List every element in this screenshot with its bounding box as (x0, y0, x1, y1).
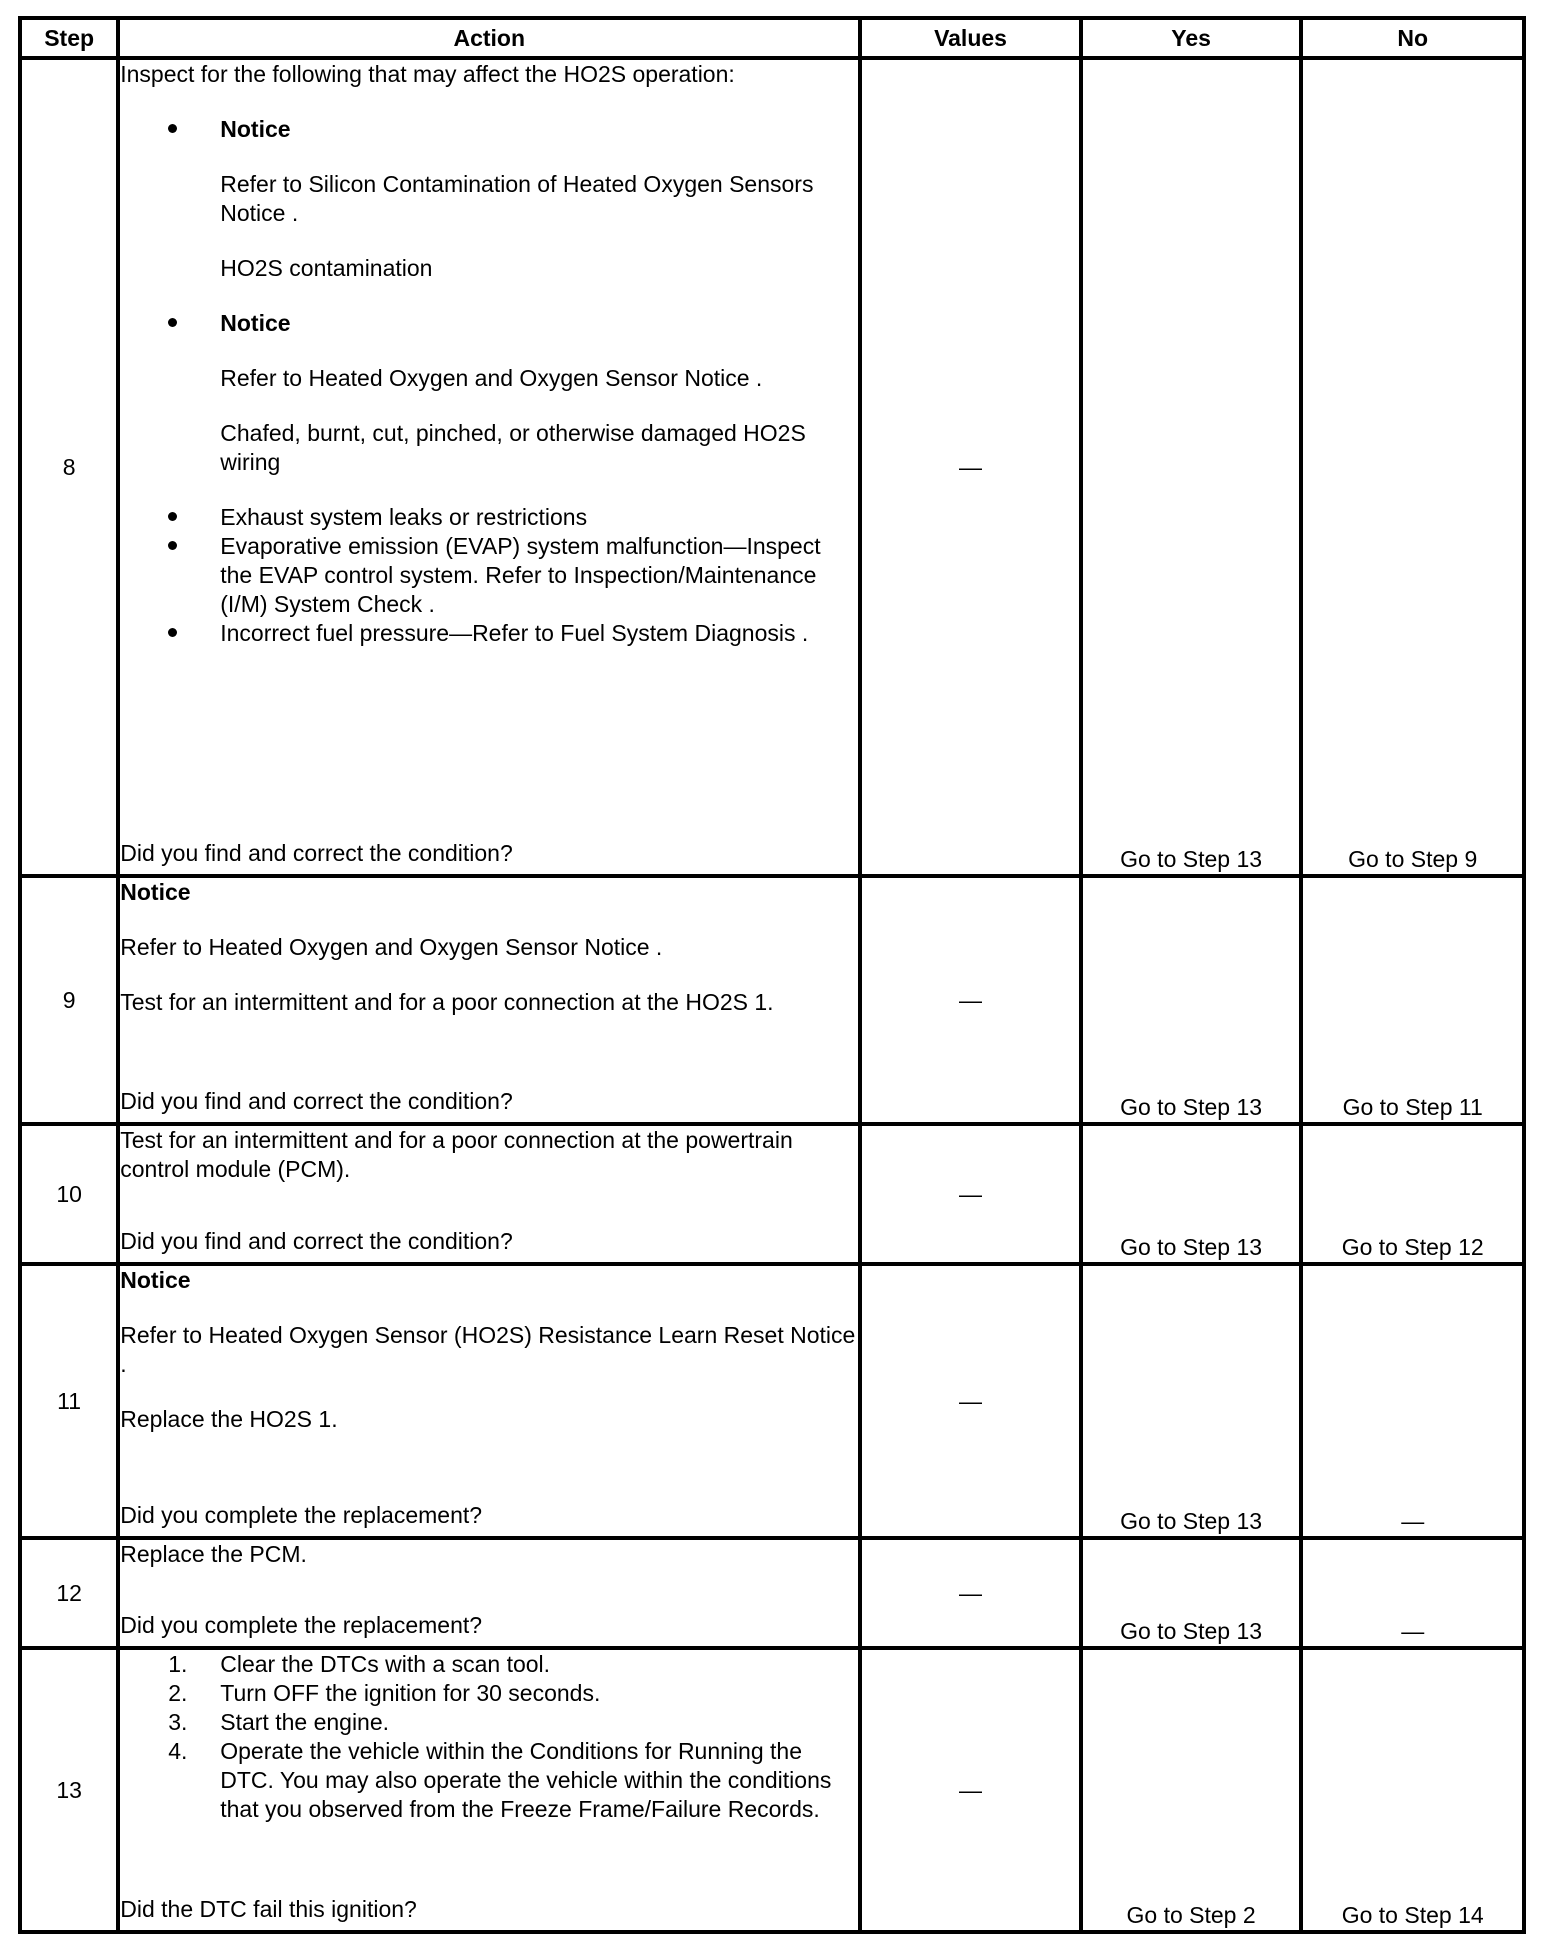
notice-label: Notice (220, 116, 291, 142)
step-number: 12 (20, 1538, 118, 1648)
values-cell: — (860, 876, 1081, 1124)
action-text: Test for an intermittent and for a poor connection at the HO2S 1. (120, 989, 774, 1015)
yes-link[interactable]: Go to Step 2 (1081, 1648, 1302, 1932)
bullet-icon (168, 124, 177, 133)
action-cell (118, 1124, 860, 1264)
action-question: Did the DTC fail this ignition? (120, 1896, 417, 1922)
list-item-number: 2. (168, 1680, 188, 1706)
notice-label: Notice (220, 310, 291, 336)
table-row-step-12 (20, 1538, 1524, 1648)
step-number: 11 (20, 1264, 118, 1538)
notice-label: Notice (120, 1267, 191, 1293)
values-cell: — (860, 58, 1081, 876)
list-item-text: HO2S contamination (220, 255, 433, 281)
notice-reference: Refer to Heated Oxygen and Oxygen Sensor Notice . (120, 934, 663, 960)
list-item-number: 1. (168, 1651, 188, 1677)
action-text: Replace the HO2S 1. (120, 1406, 338, 1432)
yes-link[interactable]: Go to Step 13 (1081, 876, 1302, 1124)
header-row (20, 18, 1524, 58)
list-item (120, 532, 858, 619)
list-item-text: Operate the vehicle within the Conditions for Running the DTC. You may also operate the vehicle within the conditions that you observed from the Freeze Frame/Failure Records. (220, 1738, 832, 1822)
header-action: Action (118, 18, 860, 58)
table-row-step-10 (20, 1124, 1524, 1264)
action-cell (118, 1538, 860, 1648)
yes-link[interactable]: Go to Step 13 (1081, 1124, 1302, 1264)
notice-reference: Refer to Silicon Contamination of Heated Oxygen Sensors Notice . (220, 171, 814, 226)
action-question: Did you find and correct the condition? (120, 1228, 513, 1254)
step-number: 9 (20, 876, 118, 1124)
action-text: Replace the PCM. (120, 1541, 307, 1567)
action-question: Did you find and correct the condition? (120, 840, 513, 866)
no-link[interactable]: Go to Step 14 (1301, 1648, 1524, 1932)
action-question: Did you complete the replacement? (120, 1612, 483, 1638)
step-number: 13 (20, 1648, 118, 1932)
table-row-step-11 (20, 1264, 1524, 1538)
yes-link[interactable]: Go to Step 13 (1081, 1264, 1302, 1538)
list-item-text: Exhaust system leaks or restrictions (220, 504, 588, 530)
list-item (120, 1650, 858, 1679)
list-item-text: Chafed, burnt, cut, pinched, or otherwise damaged HO2S wiring (220, 420, 806, 475)
table-row-step-8 (20, 58, 1524, 876)
step-number: 10 (20, 1124, 118, 1264)
list-item (120, 503, 858, 532)
action-cell (118, 1264, 860, 1538)
bullet-icon (168, 541, 177, 550)
yes-link[interactable]: Go to Step 13 (1081, 1538, 1302, 1648)
header-values: Values (860, 18, 1081, 58)
values-cell: — (860, 1124, 1081, 1264)
list-item-text: Evaporative emission (EVAP) system malfunction—Inspect the EVAP control system. Refer to Inspection/Maintenance (I/M) System Check . (220, 533, 821, 617)
list-item-number: 3. (168, 1709, 188, 1735)
header-no: No (1301, 18, 1524, 58)
list-item-text: Clear the DTCs with a scan tool. (220, 1651, 551, 1677)
header-step: Step (20, 18, 118, 58)
list-item-text: Start the engine. (220, 1709, 390, 1735)
list-item-number: 4. (168, 1738, 188, 1764)
bullet-icon (168, 318, 177, 327)
yes-link[interactable]: Go to Step 13 (1081, 58, 1302, 876)
notice-reference: Refer to Heated Oxygen and Oxygen Sensor Notice . (220, 365, 763, 391)
table-row-step-13 (20, 1648, 1524, 1932)
values-cell: — (860, 1648, 1081, 1932)
notice-label: Notice (120, 879, 191, 905)
action-cell (118, 1648, 860, 1932)
list-item-text: Incorrect fuel pressure—Refer to Fuel System Diagnosis . (220, 620, 809, 646)
values-cell: — (860, 1264, 1081, 1538)
list-item (120, 309, 858, 338)
no-value: — (1301, 1538, 1524, 1648)
list-item (120, 1708, 858, 1737)
step-number: 8 (20, 58, 118, 876)
values-cell: — (860, 1538, 1081, 1648)
list-item (120, 1737, 858, 1824)
action-intro: Inspect for the following that may affect the HO2S operation: (120, 61, 735, 87)
no-link[interactable]: Go to Step 11 (1301, 876, 1524, 1124)
action-cell (118, 876, 860, 1124)
no-link[interactable]: Go to Step 9 (1301, 58, 1524, 876)
list-item (120, 115, 858, 144)
list-item (120, 619, 858, 648)
action-question: Did you complete the replacement? (120, 1502, 483, 1528)
action-question: Did you find and correct the condition? (120, 1088, 513, 1114)
bullet-icon (168, 512, 177, 521)
table-row-step-9 (20, 876, 1524, 1124)
notice-reference: Refer to Heated Oxygen Sensor (HO2S) Resistance Learn Reset Notice . (120, 1322, 856, 1377)
diagnostic-table (18, 16, 1526, 1934)
no-value: — (1301, 1264, 1524, 1538)
action-text: Test for an intermittent and for a poor connection at the powertrain control module (PCM). (120, 1127, 793, 1182)
action-cell (118, 58, 860, 876)
bullet-icon (168, 628, 177, 637)
list-item-text: Turn OFF the ignition for 30 seconds. (220, 1680, 601, 1706)
header-yes: Yes (1081, 18, 1302, 58)
no-link[interactable]: Go to Step 12 (1301, 1124, 1524, 1264)
list-item (120, 1679, 858, 1708)
